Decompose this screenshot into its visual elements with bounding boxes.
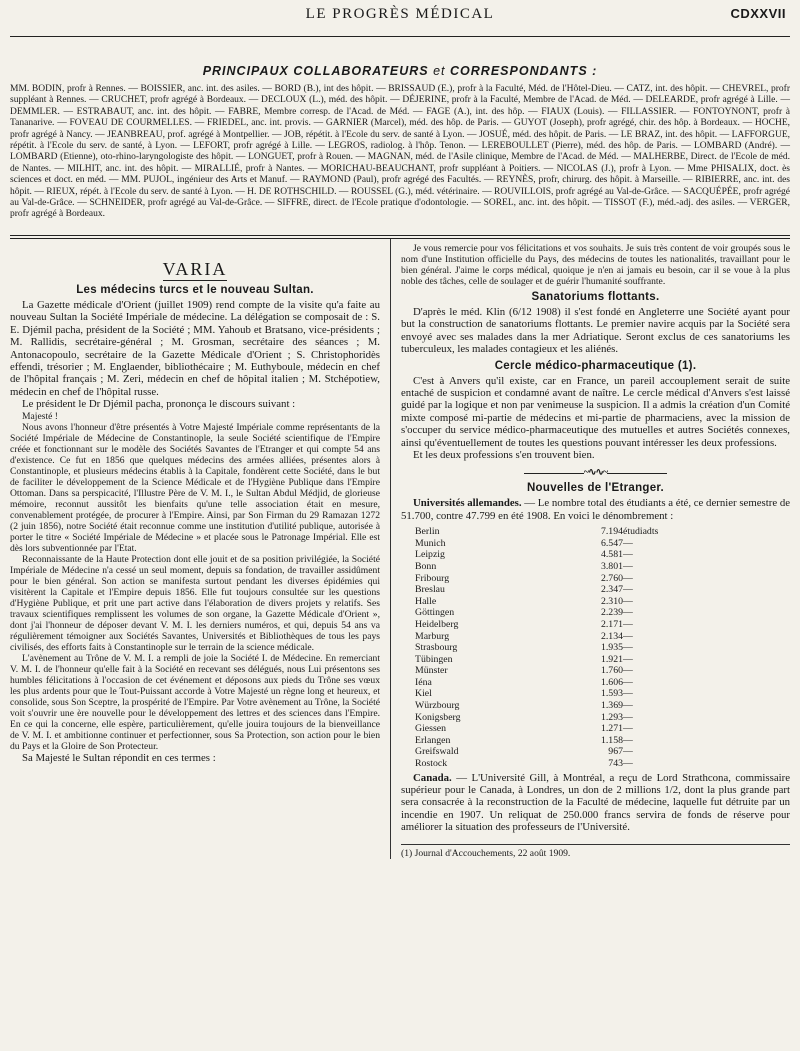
univ-count: 2.239 bbox=[600, 607, 623, 619]
univ-name: Breslau bbox=[415, 584, 445, 596]
article-heading-etranger: Nouvelles de l'Etranger. bbox=[526, 482, 665, 495]
univ-count: 1.760 bbox=[600, 665, 623, 677]
table-row bbox=[415, 677, 723, 689]
univ-unit: — bbox=[623, 630, 633, 642]
table-row bbox=[415, 746, 723, 758]
running-header bbox=[10, 0, 790, 37]
page-number: CDXXVII bbox=[730, 6, 786, 21]
paragraph: Nous avons l'honneur d'être présentés à Votre Majesté Impériale comme représentants de la Société Impériale de Médecine de Constantinople, la seule Société scientifique de l'Empire créée et fonctionnant sur le modèle des Sociétés Savantes de l'Etranger et qui compte 54 ans d'existence. Ce fut en 1856 que quelques médecins des armées alliées, présentes alors à Constantinople, et plusieurs médecins établis à la Capitale, fondèrent cette Société, dans le but de faciliter le développement de la Science Médicale et de l'Hygiène Publique dans l'Empire Ottoman. Dans sa perspicacité, l'Illustre Père de V. M. I., le Sultan Abdul Médjid, de glorieuse mémoire, reconnut aussitôt les bienfaits qu'une telle association était en mesure, convenablement protégée, de procurer à l'Empire. Ainsi, par Son Firman du 29 Ramazan 1272 (2 juin 1856), notre Société était reconnue comme une institution d'utilité publique, autorisée à porter le titre « Société Impériale de Médecine » et placée sous le Patronage Impérial. Elle est dès lors subventionnée par l'Etat. bbox=[10, 421, 380, 554]
univ-count: 2.347 bbox=[600, 584, 623, 596]
canada-label: Canada. bbox=[413, 771, 452, 784]
univ-unit: — bbox=[623, 595, 633, 607]
univ-name: Iéna bbox=[415, 676, 432, 688]
univ-name: Konigsberg bbox=[415, 711, 461, 723]
univ-count: 2.134 bbox=[600, 630, 623, 642]
table-row bbox=[415, 607, 723, 619]
paragraph: La Gazette médicale d'Orient (juillet 1909) rend compte de la visite qu'a faite au nouveau Sultan la Société Impériale de médecine. La délégation se composait de : S. E. Djémil pacha, président de la Société ; MM. Yahoub et Bratsano, vice-présidents ; M. Rallidis, secrétaire-général ; M. Grosman, secrétaire des séances ; M. Antonacopoulo, secrétaire de la Gazette Médicale d'Orient ; S. Christophoridès effendi, trésorier ; M. Englaender, bibliothécaire ; M. Euthyboule, médecin en chef de l'hôpital français ; M. Zeri, médecin en chef de hôpital italien ; M. Stchépotiew, médecin en chef de l'hôpital russe. bbox=[10, 298, 380, 398]
collaborators-heading-et: et bbox=[433, 64, 446, 78]
table-row bbox=[415, 688, 723, 700]
univ-name: Kiel bbox=[415, 688, 432, 700]
univ-unit: — bbox=[623, 618, 633, 630]
table-row bbox=[415, 631, 723, 643]
table-row bbox=[415, 561, 723, 573]
paragraph: Et les deux professions s'en trouvent bien. bbox=[413, 448, 595, 461]
paragraph: Universités allemandes. — Le nombre total des étudiants a été, ce dernier semestre de 51.700, contre 47.799 en été 1908. En voici le dénombrement : bbox=[401, 497, 791, 522]
table-row bbox=[415, 723, 723, 735]
table-row bbox=[415, 654, 723, 666]
univ-count: 743 bbox=[608, 758, 623, 770]
univ-name: Rostock bbox=[415, 758, 448, 770]
univ-name: Marburg bbox=[415, 630, 450, 642]
univ-unit: — bbox=[623, 549, 633, 561]
univ-count: 1.921 bbox=[600, 653, 623, 665]
univ-unit: — bbox=[623, 665, 633, 677]
table-row bbox=[415, 700, 723, 712]
univ-name: Tübingen bbox=[415, 653, 453, 665]
table-row bbox=[415, 758, 723, 770]
table-row bbox=[415, 584, 723, 596]
univ-name: Greifswald bbox=[415, 746, 459, 758]
collaborators-heading-a: PRINCIPAUX COLLABORATEURS bbox=[202, 64, 429, 78]
paragraph: C'est à Anvers qu'il existe, car en France, un pareil accouplement serait de suite entaché de suspicion et condamné avant de naître. Le cercle médical d'Anvers s'est laissé guidé par la logique et non par venimeuse la suspicion. Il a admis la création d'un Comité mixte composé mi-partie de médecins et mi-partie de pharmaciens, avec la mission de s'occuper du service médico-pharmaceutique des mutuelles et autres Sociétés connexes, ainsi qu'éventuellement de toutes les questions pouvant intéresser les deux professions. bbox=[401, 374, 790, 449]
univ-count: 967 bbox=[608, 746, 623, 758]
univ-count: 7.194 bbox=[600, 526, 623, 538]
paragraph: Le président le Dr Djémil pacha, prononça le discours suivant : bbox=[22, 398, 296, 411]
paragraph: L'avènement au Trône de V. M. I. a rempli de joie la Société I. de Médecine. En remerciant V. M. I. de l'honneur qu'elle fait à la Société en recevant ses délégués, nous Lui présentons ses humbles félicitations à l'occasion de cet événement et déposons aux pieds du Trône ses vœux les plus ardents pour que le Tout-Puissant accorde à Votre Majesté un règne long et heureux, et consolide, sous Son Sceptre, la prospérité de l'Empire. Par Votre avènement au Trône, la Société voit s'ouvrir une ère nouvelle pour le développement des lettres et des sciences dans l'Empire. En ce qui la concerne, elle espère, particulièrement, qu'elle jouira toujours de la bienveillance de V. M. I. et ambitionne continuer et perfectionner, sous Sa Protection, son action pour le bien du Pays et la Gloire de Son Protecteur. bbox=[10, 652, 380, 752]
univ-unit: — bbox=[623, 734, 633, 746]
univ-name: Leipzig bbox=[415, 549, 445, 561]
univ-count: 2.171 bbox=[600, 618, 623, 630]
footnote: (1) Journal d'Accouchements, 22 août 1909. bbox=[401, 844, 790, 859]
ornament-divider: ~∿∿~ bbox=[401, 467, 790, 478]
univ-unit: — bbox=[623, 584, 633, 596]
left-column bbox=[10, 239, 390, 859]
journal-title: LE PROGRÈS MÉDICAL bbox=[305, 6, 495, 22]
univ-name: Münster bbox=[415, 665, 448, 677]
section-title-varia: VARIA bbox=[162, 258, 228, 279]
univ-unit: — bbox=[623, 560, 633, 572]
table-row bbox=[415, 712, 723, 724]
paragraph: Majesté ! bbox=[22, 410, 58, 422]
univ-count: 1.158 bbox=[600, 734, 623, 746]
paragraph: D'après le méd. Klin (6/12 1908) il s'est fondé en Angleterre une Société ayant pour but la construction de sanatoriums flottants. Le premier navire acquis par la Société sera envoyé avec ses malades dans la mer Adriatique. Seront exclus de ces sanatoriums les tuberculeux, les malades contagieux et les aliénés. bbox=[401, 305, 790, 356]
univ-unit: étudiadts bbox=[623, 526, 659, 538]
univ-unit: — bbox=[623, 700, 633, 712]
univ-unit: — bbox=[623, 711, 633, 723]
univ-unit: — bbox=[623, 607, 633, 619]
univ-unit: — bbox=[623, 676, 633, 688]
table-row bbox=[415, 665, 723, 677]
univ-count: 1.606 bbox=[600, 676, 623, 688]
univ-unit: — bbox=[623, 642, 633, 654]
univ-count: 1.593 bbox=[600, 688, 623, 700]
univ-count: 1.271 bbox=[600, 723, 623, 735]
univ-unit: — bbox=[623, 688, 633, 700]
univ-unit: — bbox=[623, 746, 633, 758]
article-heading-cercle: Cercle médico-pharmaceutique (1). bbox=[494, 359, 697, 372]
table-row bbox=[415, 642, 723, 654]
univ-count: 2.760 bbox=[600, 572, 623, 584]
paragraph: Canada. — L'Université Gill, à Montréal, a reçu de Lord Strathcona, commissaire supérieur pour le Canada, à Londres, un don de 2 millions 1/2, dont la plus grande part sera consacrée à la reconstruction de la Faculté de médecine, laquelle fut détruite par un incendie en 1907. Un reliquat de 250.000 francs servira de fonds de réserve pour améliorer la situation des professeurs de l'Université. bbox=[401, 771, 790, 834]
paragraph: Sa Majesté le Sultan répondit en ces termes : bbox=[22, 751, 216, 764]
collaborators-list: MM. BODIN, profr à Rennes. — BOISSIER, anc. int. des asiles. — BORD (B.), int des hôpit. — BRISSAUD (E.), profr à la Faculté, Méd. de l'Hôtel-Dieu. — CATZ, int. des hôpit. — CHEVREL, profr suppléant à Rennes. — CRUCHET, profr agrégé à Bordeaux. — DECLOUX (L.), méd. des hôpit. — DÉJERINE, profr à la Faculté, Membre de l'Acad. de Méd. — DELEARDE, profr agrégé à Lille. — DEMMLER. — ESTRABAUT, anc. int. des hôpit. — FABRE, Membre corresp. de l'Acad. de Méd. — FAGE (A.), int. des hôp. — FIAUX (Louis). — FILLASSIER. — FONTOYNONT, profr à Tananarive. — FOVEAU DE COURMELLES. — FRIEDEL, anc. int. provis. — GARNIER (Marcel), méd. des hôp. de Paris. — GUYOT (Joseph), profr agrégé, chir. des hôp. à Bordeaux. — HOCHE, profr agrégé à Nancy. — JEANBREAU, prof. agrégé à Montpellier. — JOB, répétit. à l'Ecole du serv. de santé à Lyon. — JOSUÉ, méd. des hôpit. de Paris. — LE BRAZ, int. des hôpit. — LAFFORGUE, répétit. à l'Ecole du serv. de santé, à Lyon. — LEFORT, profr agrégé à Lille. — LEGROS, radiolog. à l'hôp. Tenon. — LEREBOULLET (Pierre), méd. des hôp. de Paris. — LOMBARD (André). — LOMBARD (Etienne), oto-rhino-laryngologiste des hôpit. — LONGUET, profr à Rouen. — MAGNAN, méd. de l'Asile clinique, Membre de l'Acad. de Méd. — MALHERBE, Direct. de l'Ecole de méd. de Nantes. — MILHIT, anc. int. des hôpit. — MIRALLIÉ, profr à Nantes. — MORICHAU-BEAUCHANT, profr suppléant à Poitiers. — NICOLAS (J.), profr à Lyon. — Mme PHISALIX, doct. ès sciences et doct. en méd. — MM. PUJOL, ingénieur des Arts et Manuf. — RAYMOND (Paul), profr agrégé des Facultés. — REYNÈS, profr, chirurg. des hôpit. à Marseille. — RIBIERRE, anc. int. des hôpit. — RIEUX, répét. à l'Ecole du serv. de santé à Lyon. — H. DE ROTHSCHILD. — ROUSSEL (G.), méd. vétérinaire. — ROUVILLOIS, profr agrégé au Val-de-Grâce. — SACQUÉPÉE, profr agrégé au Val-de-Grâce. — SCHNEIDER, profr agrégé au Val-de-Grâce. — SIFFRE, direct. de l'Ecole pratique d'odontologie. — SOREL, anc. int. des hôpit. — TISSOT (F.), méd.-adj. des asiles. — VERGER, profr agrégé à Bordeaux. bbox=[10, 84, 790, 220]
two-column-body bbox=[10, 239, 790, 859]
univ-unit: — bbox=[623, 758, 633, 770]
univ-unit: — bbox=[623, 723, 633, 735]
table-row bbox=[415, 596, 723, 608]
univ-unit: — bbox=[623, 653, 633, 665]
collaborators-heading-b: CORRESPONDANTS : bbox=[450, 64, 598, 78]
right-column bbox=[390, 239, 790, 859]
univ-name: Würzbourg bbox=[415, 700, 460, 712]
univ-name: Strasbourg bbox=[415, 642, 458, 654]
univ-count: 2.310 bbox=[600, 595, 623, 607]
univ-name: Berlin bbox=[415, 526, 440, 538]
univ-count: 6.547 bbox=[600, 537, 623, 549]
univ-name: Giessen bbox=[415, 723, 447, 735]
univ-count: 4.581 bbox=[600, 549, 623, 561]
univ-count: 1.369 bbox=[600, 700, 623, 712]
univ-name: Heidelberg bbox=[415, 618, 459, 630]
article-heading-turcs: Les médecins turcs et le nouveau Sultan. bbox=[76, 283, 314, 296]
univ-name: Göttingen bbox=[415, 607, 455, 619]
univ-count: 1.935 bbox=[600, 642, 623, 654]
paragraph: Je vous remercie pour vos félicitations et vos souhaits. Je suis très content de voir groupés sous le nom d'une Institution officielle du Pays, des médecins de toutes les nationalités, travaillant pour le bien général. J'aime le corps médical, quoique je n'en ai jamais eu besoin, car il se voue à la plus noble des tâches, celle de soulager et de guérir l'humanité souffrante. bbox=[401, 242, 790, 287]
table-row bbox=[415, 549, 723, 561]
table-row bbox=[415, 735, 723, 747]
univ-label: Universités allemandes. bbox=[413, 497, 522, 510]
article-heading-sanatoriums: Sanatoriums flottants. bbox=[531, 290, 660, 303]
table-row bbox=[415, 538, 723, 550]
univ-unit: — bbox=[623, 537, 633, 549]
table-row bbox=[415, 619, 723, 631]
univ-name: Halle bbox=[415, 595, 437, 607]
univ-count: 1.293 bbox=[600, 711, 623, 723]
univ-name: Bonn bbox=[415, 560, 437, 572]
collaborators-heading bbox=[10, 64, 790, 78]
table-row bbox=[415, 526, 723, 538]
univ-name: Erlangen bbox=[415, 734, 451, 746]
univ-count: 3.801 bbox=[600, 560, 623, 572]
univ-name: Fribourg bbox=[415, 572, 450, 584]
univ-name: Munich bbox=[415, 537, 446, 549]
paragraph: Reconnaissante de la Haute Protection dont elle jouit et de sa position privilégiée, la Société Impériale de Médecine n'a cessé un seul moment, depuis sa fondation, de travailler assidûment pour le bien général. Son action se manifesta surtout pendant les diverses épidémies qui visitèrent la Capitale et l'Empire depuis 1856. Elle fut toujours consultée sur les questions d'Hygiène Publique, et prit une part active dans l'élaboration de divers projets y relatifs. Ses travaux scientifiques remplissent les volumes de son organe, la Gazette Médicale d'Orient », dont j'ai l'honneur de déposer devant V. M. I. les derniers numéros, et qui, depuis 54 ans va régulièrement témoigner aux Sociétés Savantes, Universités et Bibliothèques de tous les pays civilisés, des efforts faits à Constantinople sur le terrain de la science médicale. bbox=[10, 553, 380, 653]
table-row bbox=[415, 573, 723, 585]
univ-unit: — bbox=[623, 572, 633, 584]
university-table bbox=[415, 526, 723, 769]
